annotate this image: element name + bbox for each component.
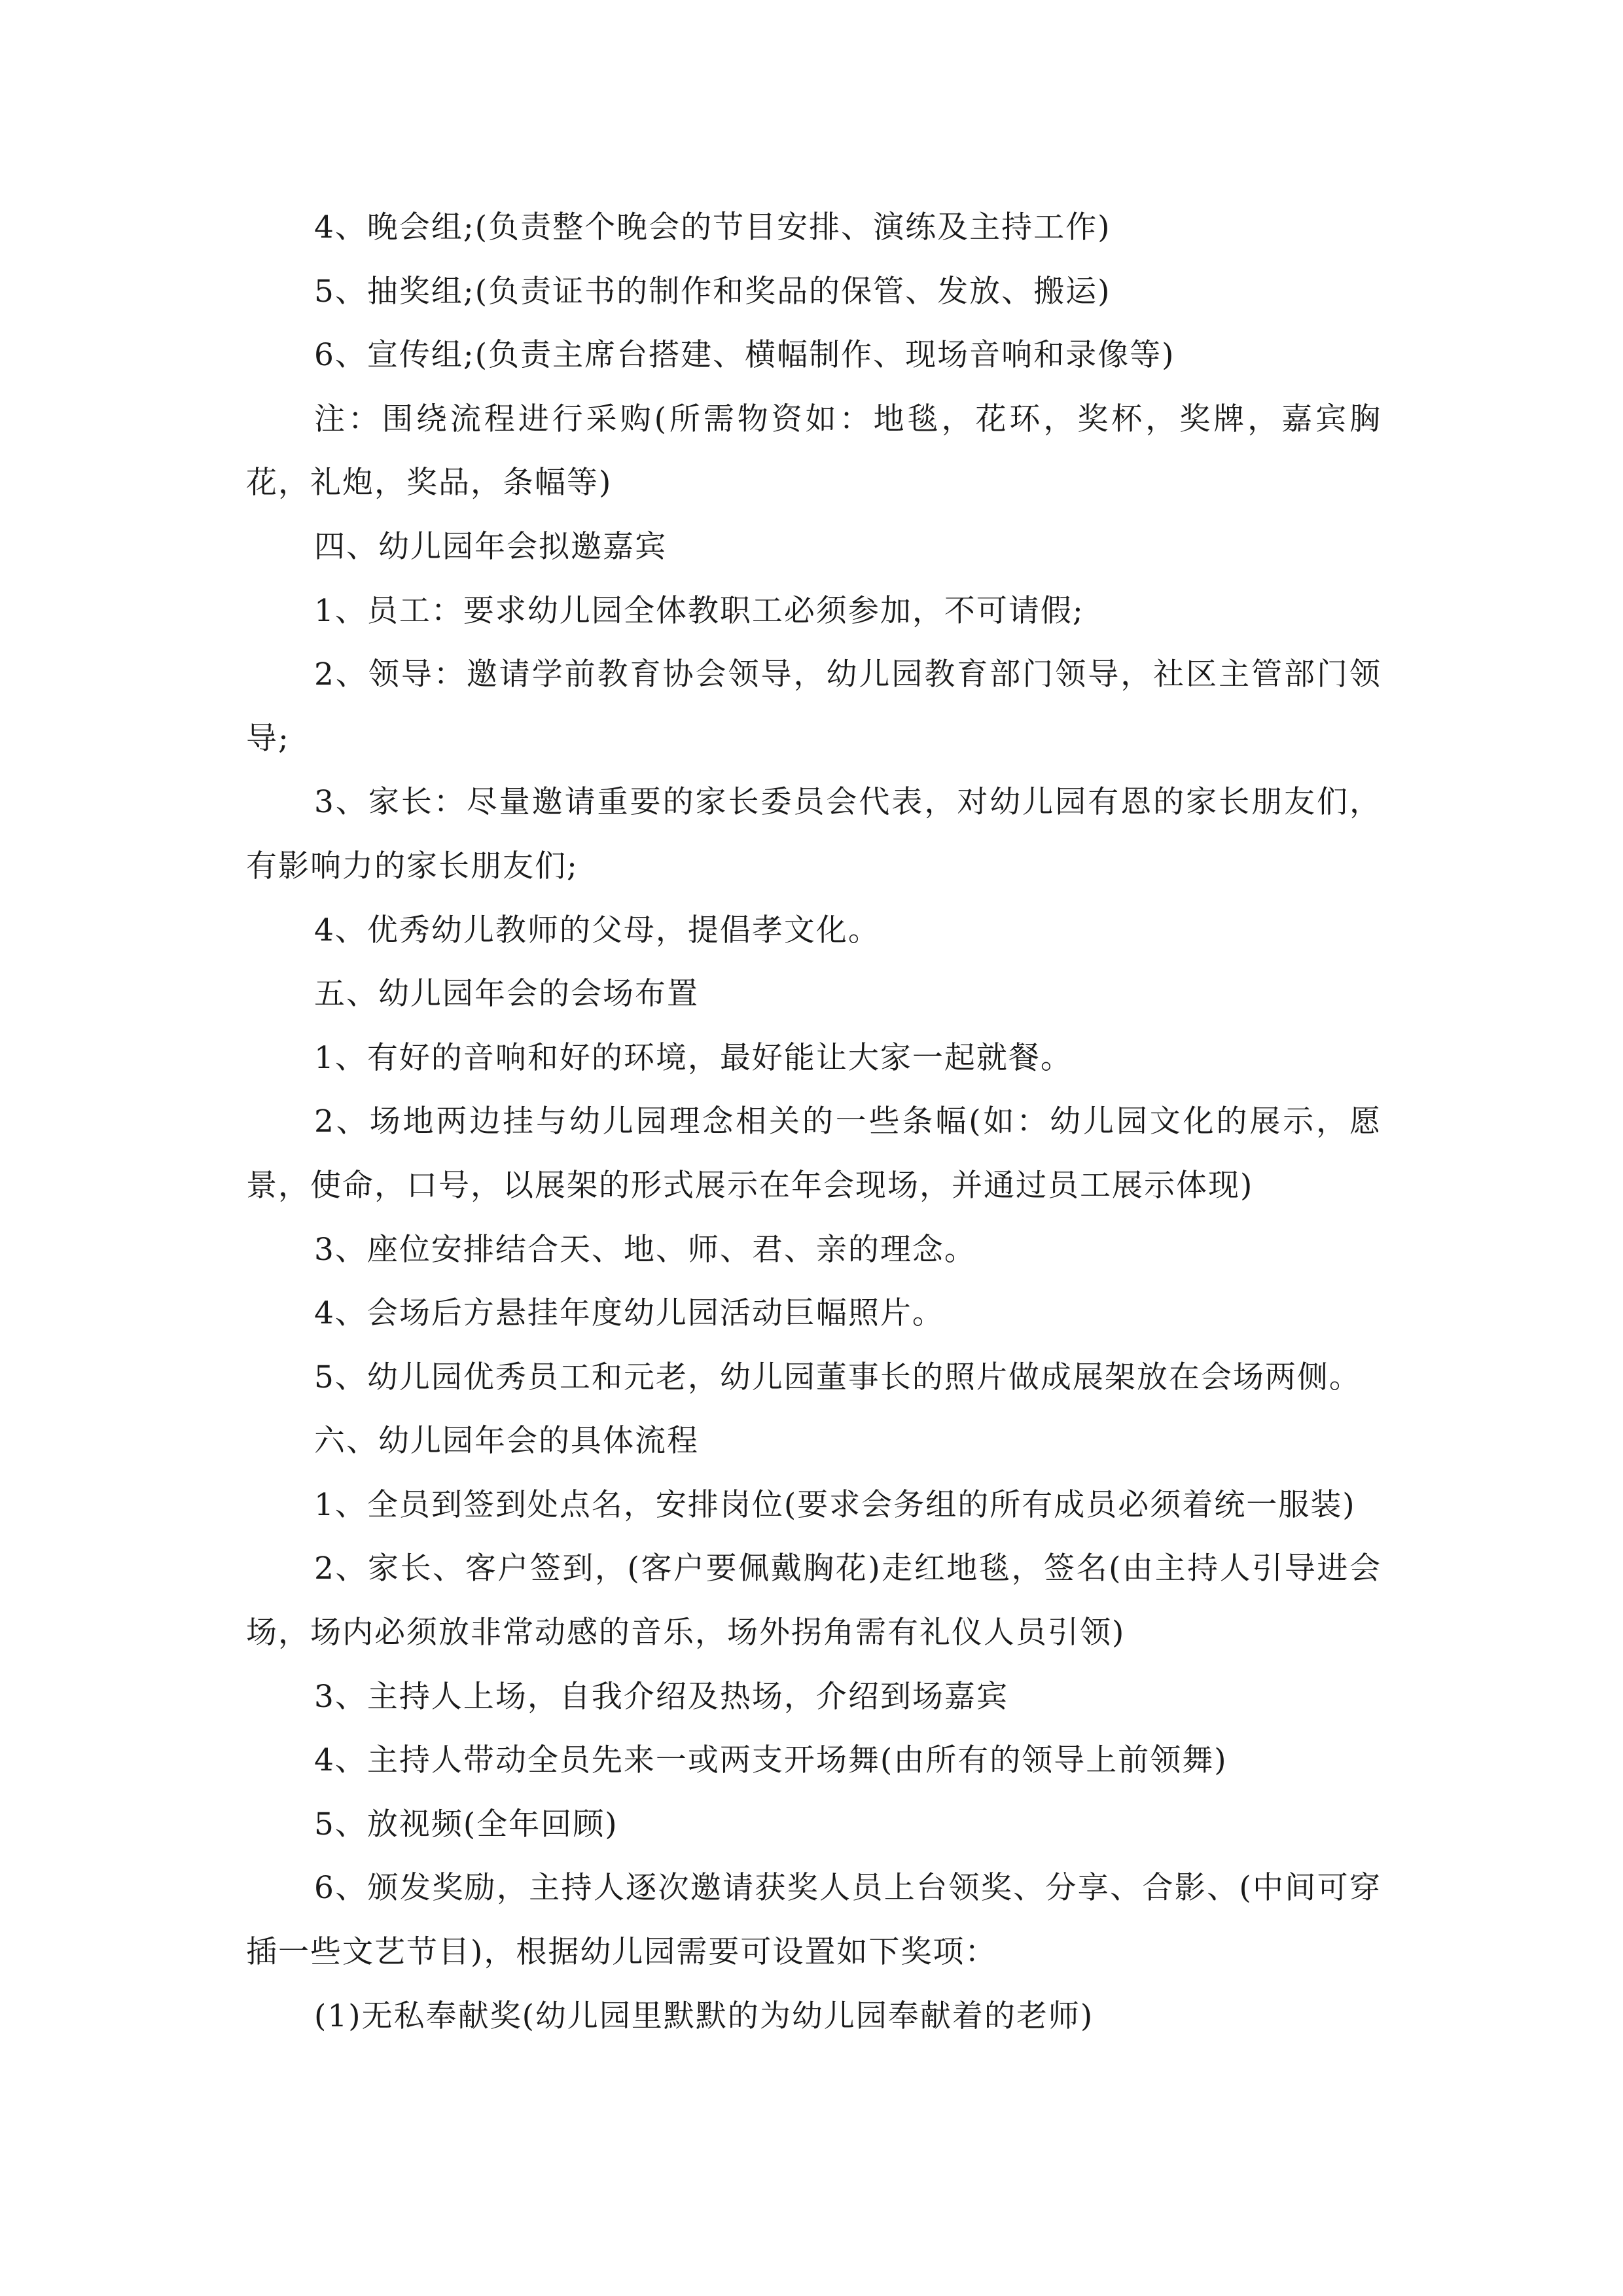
- paragraph-party-group: 4、晚会组;(负责整个晚会的节目安排、演练及主持工作): [314, 209, 1111, 245]
- paragraph-venue-photos: 4、会场后方悬挂年度幼儿园活动巨幅照片。: [314, 1295, 944, 1332]
- paragraph-process-awards: 6、颁发奖励，主持人逐次邀请获奖人员上台领奖、分享、合影、(中间可穿插一些文艺节目)，根据幼儿园需要可设置如下奖项：: [246, 1870, 1382, 1971]
- paragraph-process-roll-call: 1、全员到签到处点名，安排岗位(要求会务组的所有成员必须着统一服装): [314, 1486, 1356, 1523]
- paragraph-venue-sound: 1、有好的音响和好的环境，最好能让大家一起就餐。: [314, 1039, 1073, 1076]
- paragraph-venue-banners: 2、场地两边挂与幼儿园理念相关的一些条幅(如：幼儿园文化的展示，愿景，使命，口号，以展架的形式展示在年会现场，并通过员工展示体现): [246, 1103, 1382, 1204]
- section-heading-guests: 四、幼儿园年会拟邀嘉宾: [314, 528, 667, 565]
- paragraph-award-dedication: (1)无私奉献奖(幼儿园里默默的为幼儿园奉献着的老师): [314, 1998, 1094, 2034]
- paragraph-process-video: 5、放视频(全年回顾): [314, 1806, 618, 1842]
- paragraph-process-host: 3、主持人上场，自我介绍及热场，介绍到场嘉宾: [314, 1678, 1008, 1715]
- paragraph-guests-leaders: 2、领导：邀请学前教育协会领导，幼儿园教育部门领导，社区主管部门领导;: [246, 656, 1382, 757]
- document-body: [246, 196, 1382, 2048]
- paragraph-venue-displays: 5、幼儿园优秀员工和元老，幼儿园董事长的照片做成展架放在会场两侧。: [314, 1359, 1361, 1395]
- paragraph-lottery-group: 5、抽奖组;(负责证书的制作和奖品的保管、发放、搬运): [314, 273, 1111, 310]
- paragraph-process-sign-in: 2、家长、客户签到，(客户要佩戴胸花)走红地毯，签名(由主持人引导进会场，场内必须放非常动感的音乐，场外拐角需有礼仪人员引领): [246, 1551, 1382, 1651]
- paragraph-publicity-group: 6、宣传组;(负责主席台搭建、横幅制作、现场音响和录像等): [314, 337, 1175, 374]
- paragraph-guests-staff: 1、员工：要求幼儿园全体教职工必须参加，不可请假;: [314, 592, 1084, 629]
- paragraph-venue-seating: 3、座位安排结合天、地、师、君、亲的理念。: [314, 1231, 976, 1268]
- paragraph-guests-parents: 3、家长：尽量邀请重要的家长委员会代表，对幼儿园有恩的家长朋友们，有影响力的家长朋友们;: [246, 784, 1382, 884]
- paragraph-guests-teachers-parents: 4、优秀幼儿教师的父母，提倡孝文化。: [314, 912, 880, 948]
- section-heading-process: 六、幼儿园年会的具体流程: [314, 1423, 699, 1460]
- paragraph-process-dance: 4、主持人带动全员先来一或两支开场舞(由所有的领导上前领舞): [314, 1742, 1228, 1779]
- paragraph-procurement-note: 注：围绕流程进行采购(所需物资如：地毯，花环，奖杯，奖牌，嘉宾胸花，礼炮，奖品，条幅等): [246, 401, 1382, 501]
- section-heading-venue: 五、幼儿园年会的会场布置: [314, 976, 699, 1013]
